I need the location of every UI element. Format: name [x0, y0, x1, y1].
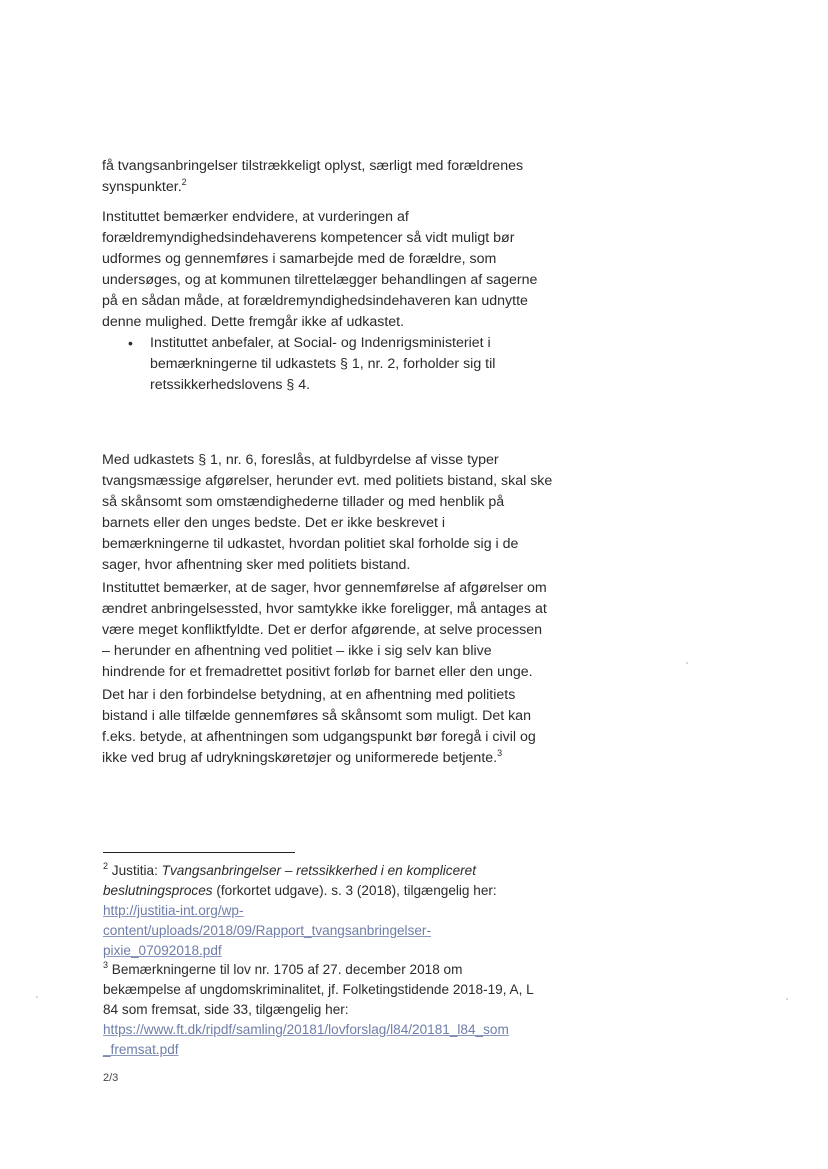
- paragraph-continuation: få tvangsanbringelser tilstrækkeligt oplyst, særligt med forældrenes synspunkter.$^2$: [102, 158, 524, 195]
- bullet-icon: •: [128, 335, 133, 351]
- paragraph-competence: Instituttet bemærker endvidere, at vurderingen af forældremyndighedsindehaverens kompetencer så vidt muligt bør udformes og gennemføres i samarbejde med de forældre, som undersøges, og at kommunen tilrettelægger behandlingen af sagerne på en sådan måde, at forældremyndighedsindehaveren kan udnytte denne mulighed. Dette fremgår ikke af udkastet.: [102, 209, 538, 330]
- document-page: få tvangsanbringelser tilstrækkeligt oplyst, særligt med forældrenes synspunkter.$^2$ Instituttet bemærker endvidere, at vurderingen af forældremyndighedsindehaverens kompetencer så vidt muligt bør udformes og gennemføres i samarbejde med de forældre, som undersøges, og at kommunen tilrettelægger behandlingen af sagerne på en sådan måde, at forældremyndighedsindehaveren kan udnytte denne mulighed. Dette fremgår ikke af udkastet. • Instituttet anbefaler, at Social- og Indenrigsministeriet i bemærkningerne til udkastets § 1, nr. 2, forholder sig til retssikkerhedslovens § 4. Med udkastets § 1, nr. 6, foreslås, at fuldbyrdelse af visse typer tvangsmæssige afgørelser, herunder evt. med politiets bistand, skal ske så skånsomt som omstændighederne tillader og med henblik på barnets eller den unges bedste. Det er ikke beskrevet i bemærkningerne til udkastet, hvordan politiet skal forholde sig i de sager, hvor afhentning sker med politiets bistand. Instituttet bemærker, at de sager, hvor gennemførelse af afgørelser om ændret anbringelsessted, hvor samtykke ikke foreligger, må antages at være meget konfliktfyldte. Det er derfor afgørende, at selve processen – herunder en afhentning ved politiet – ikke i sig selv kan blive hindrende for et fremadrettet positivt forløb for barnet eller den unge. Det har i den forbindelse betydning, at en afhentning med politiets bistand i alle tilfælde gennemføres så skånsomt som muligt. Det kan f.eks. betyde, at afhentningen som udgangspunkt bør foregå i civil og ikke ved brug af udrykningskøretøjer og uniformerede betjente.$^3$ $^2$ Justitia: Tvangsanbringelser – retssikkerhed i en kompliceret beslutningsproces (forkortet udgave). s. 3 (2018), tilgængelig her: http://justitia-int.org/wp- content/uploads/2018/09/Rapport_tvangsanbringelser- pixie_07092018.pdf $^3$ Bemærkningerne til lov nr. 1705 af 27. december 2018 om bekæmpelse af ungdomskriminalitet, jf. Folketingstidende 2018-19, A, L 84 som fremsat, side 33, tilgængelig her: https://www.ft.dk/ripdf/samling/20181/lovforslag/l84/20181_l84_som _fremsat.pdf 2/3: [0, 0, 828, 1169]
- scan-speck: [36, 996, 38, 998]
- paragraph-gentle-pickup: Det har i den forbindelse betydning, at en afhentning med politiets bistand i alle tilfælde gennemføres så skånsomt som muligt. Det kan f.eks. betyde, at afhentningen som udgangspunkt bør foregå i civil og ikke ved brug af udrykningskøretøjer og uniformerede betjente.$^3$: [102, 687, 536, 766]
- footnote-2-link[interactable]: http://justitia-int.org/wp-: [103, 903, 244, 918]
- scan-speck: [786, 998, 788, 1000]
- footnote-3: $^3$ Bemærkningerne til lov nr. 1705 af 27. december 2018 om bekæmpelse af ungdomskriminalitet, jf. Folketingstidende 2018-19, A, L 84 som fremsat, side 33, tilgængelig her: https://www.ft.dk/ripdf/samling/20181/lovforslag/l84/20181_l84_som _fremsat.pdf: [103, 960, 583, 1060]
- page-number: 2/3: [103, 1072, 119, 1084]
- footnote-3-link[interactable]: https://www.ft.dk/ripdf/samling/20181/lovforslag/l84/20181_l84_som: [103, 1022, 509, 1037]
- footnote-2-link-cont[interactable]: content/uploads/2018/09/Rapport_tvangsanbringelser-: [103, 923, 431, 938]
- scan-speck: [686, 662, 688, 664]
- paragraph-enforcement: Med udkastets § 1, nr. 6, foreslås, at fuldbyrdelse af visse typer tvangsmæssige afgørelser, herunder evt. med politiets bistand, skal ske så skånsomt som omstændighederne tillader og med henblik på barnets eller den unges bedste. Det er ikke beskrevet i bemærkningerne til udkastet, hvordan politiet skal forholde sig i de sager, hvor afhentning sker med politiets bistand.: [102, 452, 553, 573]
- footnote-ref-2[interactable]: 2: [181, 177, 187, 187]
- footnote-3-link-end[interactable]: _fremsat.pdf: [103, 1042, 179, 1057]
- paragraph-conflict: Instituttet bemærker, at de sager, hvor gennemførelse af afgørelser om ændret anbringelsessted, hvor samtykke ikke foreligger, må antages at være meget konfliktfyldte. Det er derfor afgørende, at selve processen – herunder en afhentning ved politiet – ikke i sig selv kan blive hindrende for et fremadrettet positivt forløb for barnet eller den unge.: [102, 580, 547, 680]
- footnote-ref-3[interactable]: 3: [497, 748, 503, 758]
- footnote-2-link-end[interactable]: pixie_07092018.pdf: [103, 943, 222, 958]
- footnote-separator: [103, 852, 295, 853]
- footnote-2: $^2$ Justitia: Tvangsanbringelser – retssikkerhed i en kompliceret beslutningsproces (forkortet udgave). s. 3 (2018), tilgængelig her: http://justitia-int.org/wp- content/uploads/2018/09/Rapport_tvangsanbringelser- pixie_07092018.pdf: [103, 861, 583, 961]
